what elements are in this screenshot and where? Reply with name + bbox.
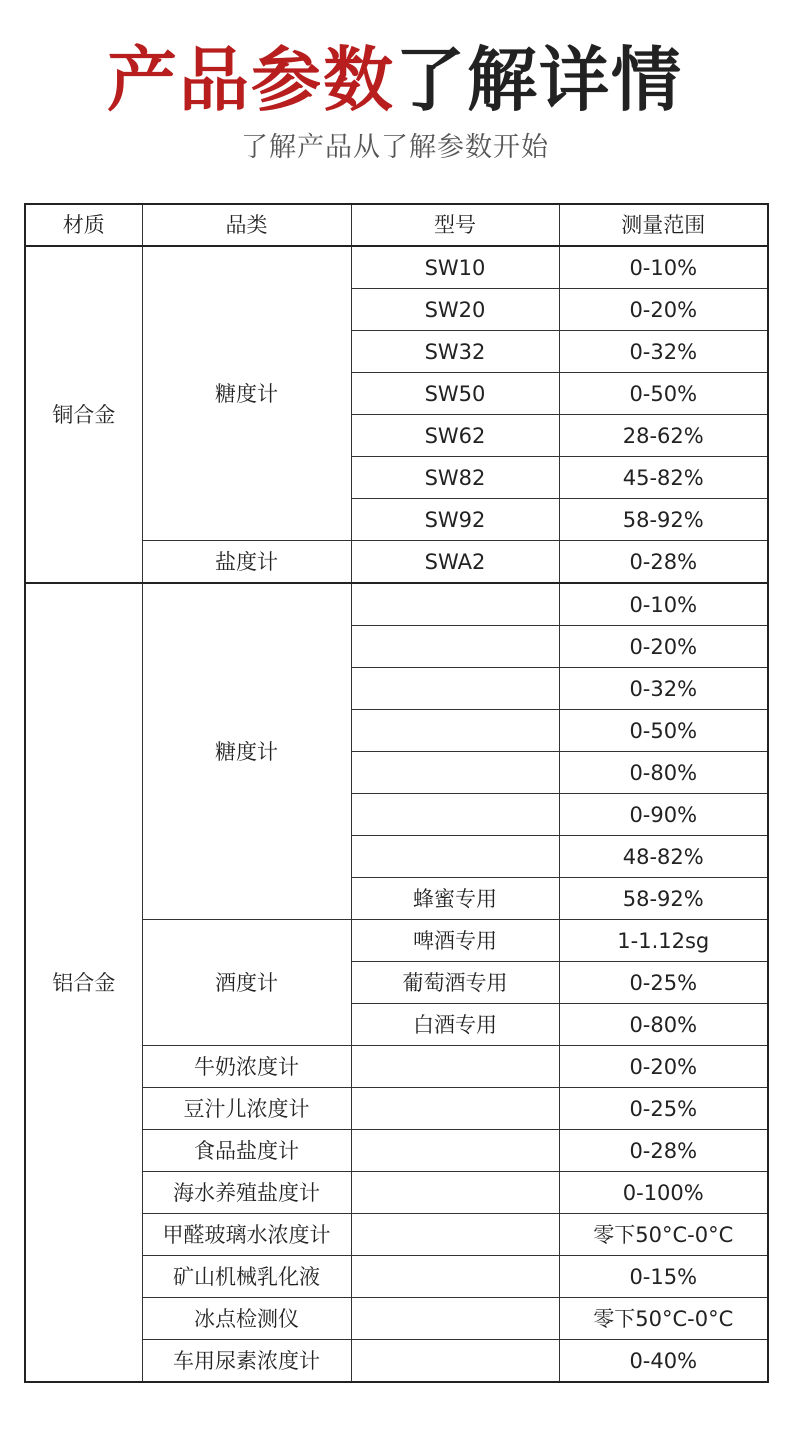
model-cell: [351, 1172, 559, 1214]
category-cell: 豆汁儿浓度计: [142, 1088, 351, 1130]
range-cell: 0-50%: [559, 710, 768, 752]
range-cell: 1-1.12sg: [559, 920, 768, 962]
range-cell: 58-92%: [559, 878, 768, 920]
range-cell: 零下50°C-0°C: [559, 1214, 768, 1256]
category-cell: 车用尿素浓度计: [142, 1340, 351, 1383]
model-cell: [351, 1256, 559, 1298]
category-cell: 海水养殖盐度计: [142, 1172, 351, 1214]
category-cell: 酒度计: [142, 920, 351, 1046]
page-title: [0, 40, 790, 120]
material-cell: 铝合金: [25, 583, 142, 1382]
model-cell: [351, 668, 559, 710]
title-highlight: 产品参数: [107, 39, 395, 121]
model-cell: 蜂蜜专用: [351, 878, 559, 920]
model-cell: SW20: [351, 289, 559, 331]
range-cell: 0-100%: [559, 1172, 768, 1214]
range-cell: 0-28%: [559, 1130, 768, 1172]
range-cell: 0-10%: [559, 583, 768, 626]
range-cell: 0-80%: [559, 1004, 768, 1046]
range-cell: 0-32%: [559, 668, 768, 710]
model-cell: SW62: [351, 415, 559, 457]
header-category: 品类: [142, 204, 351, 246]
category-cell: 甲醛玻璃水浓度计: [142, 1214, 351, 1256]
model-cell: [351, 1130, 559, 1172]
range-cell: 0-90%: [559, 794, 768, 836]
model-cell: [351, 794, 559, 836]
table-row: [25, 246, 768, 289]
model-cell: [351, 1046, 559, 1088]
range-cell: 0-28%: [559, 541, 768, 584]
model-cell: 白酒专用: [351, 1004, 559, 1046]
model-cell: SW10: [351, 246, 559, 289]
header-range: 测量范围: [559, 204, 768, 246]
range-cell: 0-32%: [559, 331, 768, 373]
model-cell: SWA2: [351, 541, 559, 584]
range-cell: 0-20%: [559, 289, 768, 331]
model-cell: [351, 752, 559, 794]
category-cell: 盐度计: [142, 541, 351, 584]
category-cell: 糖度计: [142, 583, 351, 920]
model-cell: [351, 1214, 559, 1256]
range-cell: 48-82%: [559, 836, 768, 878]
range-cell: 0-25%: [559, 1088, 768, 1130]
model-cell: [351, 710, 559, 752]
title-rest: 了解详情: [395, 39, 683, 121]
model-cell: [351, 1340, 559, 1383]
range-cell: 0-25%: [559, 962, 768, 1004]
model-cell: SW92: [351, 499, 559, 541]
table-header-row: [25, 204, 768, 246]
model-cell: 葡萄酒专用: [351, 962, 559, 1004]
header-model: 型号: [351, 204, 559, 246]
page-subtitle: 了解产品从了解参数开始: [241, 132, 549, 163]
range-cell: 45-82%: [559, 457, 768, 499]
model-cell: SW32: [351, 331, 559, 373]
category-cell: 糖度计: [142, 246, 351, 541]
header-material: 材质: [25, 204, 142, 246]
model-cell: [351, 583, 559, 626]
category-cell: 食品盐度计: [142, 1130, 351, 1172]
range-cell: 0-40%: [559, 1340, 768, 1383]
range-cell: 0-80%: [559, 752, 768, 794]
model-cell: 啤酒专用: [351, 920, 559, 962]
range-cell: 0-15%: [559, 1256, 768, 1298]
model-cell: SW50: [351, 373, 559, 415]
model-cell: [351, 1088, 559, 1130]
range-cell: 0-20%: [559, 626, 768, 668]
range-cell: 0-20%: [559, 1046, 768, 1088]
category-cell: 矿山机械乳化液: [142, 1256, 351, 1298]
range-cell: 0-50%: [559, 373, 768, 415]
model-cell: [351, 836, 559, 878]
range-cell: 零下50°C-0°C: [559, 1298, 768, 1340]
table-row: [25, 583, 768, 626]
model-cell: [351, 1298, 559, 1340]
category-cell: 牛奶浓度计: [142, 1046, 351, 1088]
range-cell: 58-92%: [559, 499, 768, 541]
model-cell: [351, 626, 559, 668]
spec-table: [24, 203, 769, 1383]
range-cell: 0-10%: [559, 246, 768, 289]
material-cell: 铜合金: [25, 246, 142, 583]
category-cell: 冰点检测仪: [142, 1298, 351, 1340]
model-cell: SW82: [351, 457, 559, 499]
range-cell: 28-62%: [559, 415, 768, 457]
